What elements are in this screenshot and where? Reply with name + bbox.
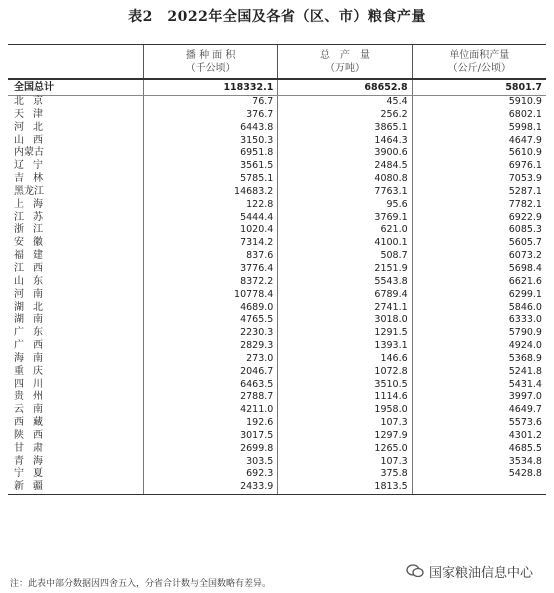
yield-cell: 4649.7	[412, 404, 546, 417]
yield-cell: 6299.1	[412, 289, 546, 302]
total-output: 68652.8	[277, 80, 411, 95]
table-row	[8, 430, 546, 443]
table-row	[8, 314, 546, 327]
area-cell: 4211.0	[143, 404, 277, 417]
province-name: 北京	[14, 96, 52, 107]
yield-cell: 7782.1	[412, 199, 546, 212]
output-cell: 1265.0	[277, 443, 411, 456]
output-cell: 4080.8	[277, 173, 411, 186]
table-title: 表2 2022年全国及各省（区、市）粮食产量	[128, 9, 426, 25]
output-cell: 3900.6	[277, 147, 411, 160]
area-cell: 76.7	[143, 96, 277, 109]
area-cell: 4689.0	[143, 302, 277, 315]
output-cell: 508.7	[277, 250, 411, 263]
output-cell: 1072.8	[277, 366, 411, 379]
table-row	[8, 173, 546, 186]
province-name: 西藏	[14, 417, 52, 429]
province-name: 宁夏	[14, 468, 52, 480]
output-cell: 1813.5	[277, 481, 411, 494]
table-row	[8, 199, 546, 212]
table-row	[8, 340, 546, 353]
output-cell: 621.0	[277, 224, 411, 237]
output-cell: 2741.1	[277, 302, 411, 315]
province-name: 陕西	[14, 429, 52, 441]
table-row	[8, 237, 546, 250]
table-row	[8, 160, 546, 173]
area-cell: 7314.2	[143, 237, 277, 250]
area-cell: 122.8	[143, 199, 277, 212]
province-name: 河南	[14, 288, 52, 300]
area-cell: 2433.9	[143, 481, 277, 494]
province-name: 河北	[14, 121, 52, 133]
bottom-rule	[8, 494, 546, 495]
header-output-name: 总 产 量	[319, 50, 370, 61]
output-cell: 1114.6	[277, 391, 411, 404]
area-cell: 14683.2	[143, 186, 277, 199]
total-label: 全国总计	[14, 82, 54, 93]
area-cell: 6463.5	[143, 379, 277, 392]
area-cell: 273.0	[143, 353, 277, 366]
province-name: 广西	[14, 340, 52, 352]
yield-cell: 6802.1	[412, 109, 546, 122]
output-cell: 7763.1	[277, 186, 411, 199]
yield-cell: 6976.1	[412, 160, 546, 173]
output-cell: 107.3	[277, 417, 411, 430]
table-row	[8, 224, 546, 237]
output-cell: 375.8	[277, 468, 411, 481]
output-cell: 3510.5	[277, 379, 411, 392]
province-name: 浙江	[14, 224, 52, 236]
province-name: 江西	[14, 262, 52, 274]
yield-cell: 3534.8	[412, 456, 546, 469]
yield-cell: 5287.1	[412, 186, 546, 199]
area-cell: 3150.3	[143, 135, 277, 148]
area-cell: 1020.4	[143, 224, 277, 237]
table-row	[8, 147, 546, 160]
province-name: 天津	[14, 108, 52, 120]
table-row	[8, 302, 546, 315]
table-row	[8, 456, 546, 469]
province-name: 海南	[14, 352, 52, 364]
output-cell: 1464.3	[277, 135, 411, 148]
table-row	[8, 122, 546, 135]
province-name: 新疆	[14, 481, 52, 493]
header-output-unit: （万吨）	[324, 63, 365, 74]
table-row	[8, 186, 546, 199]
yield-cell: 5790.9	[412, 327, 546, 340]
yield-cell: 5573.6	[412, 417, 546, 430]
total-row	[8, 80, 546, 96]
area-cell: 5785.1	[143, 173, 277, 186]
province-rows	[8, 96, 546, 494]
output-cell: 256.2	[277, 109, 411, 122]
output-cell: 4100.1	[277, 237, 411, 250]
table-row	[8, 263, 546, 276]
area-cell: 2699.8	[143, 443, 277, 456]
area-cell: 5444.4	[143, 212, 277, 225]
yield-cell: 5610.9	[412, 147, 546, 160]
table-row	[8, 135, 546, 148]
area-cell: 376.7	[143, 109, 277, 122]
yield-cell: 5698.4	[412, 263, 546, 276]
yield-cell: 5241.8	[412, 366, 546, 379]
output-cell: 2484.5	[277, 160, 411, 173]
yield-cell: 7053.9	[412, 173, 546, 186]
output-cell: 3018.0	[277, 314, 411, 327]
watermark-text: 国家粮油信息中心	[429, 565, 534, 581]
output-cell: 3865.1	[277, 122, 411, 135]
yield-cell: 5998.1	[412, 122, 546, 135]
table-row	[8, 109, 546, 122]
output-cell: 45.4	[277, 96, 411, 109]
watermark	[402, 560, 537, 582]
table-row	[8, 212, 546, 225]
area-cell: 692.3	[143, 468, 277, 481]
province-name: 内蒙古	[14, 147, 44, 159]
output-cell: 2151.9	[277, 263, 411, 276]
output-cell: 5543.8	[277, 276, 411, 289]
header-yield-name: 单位面积产量	[449, 50, 510, 61]
yield-cell: 5368.9	[412, 353, 546, 366]
yield-cell	[412, 481, 546, 494]
area-cell: 4765.5	[143, 314, 277, 327]
output-cell: 107.3	[277, 456, 411, 469]
table-row	[8, 96, 546, 109]
yield-cell: 5431.4	[412, 379, 546, 392]
output-cell: 1958.0	[277, 404, 411, 417]
table-row	[8, 327, 546, 340]
yield-cell: 6333.0	[412, 314, 546, 327]
area-cell: 6443.8	[143, 122, 277, 135]
yield-cell: 6621.6	[412, 276, 546, 289]
province-name: 上海	[14, 198, 52, 210]
province-name: 湖南	[14, 314, 52, 326]
table-row	[8, 353, 546, 366]
area-cell: 2788.7	[143, 391, 277, 404]
yield-cell: 5846.0	[412, 302, 546, 315]
area-cell: 837.6	[143, 250, 277, 263]
table-row	[8, 417, 546, 430]
wechat-icon	[406, 564, 424, 578]
yield-cell: 4301.2	[412, 430, 546, 443]
header-output	[277, 45, 411, 78]
table-header	[8, 45, 546, 80]
header-area	[143, 45, 277, 78]
grain-output-table	[8, 44, 546, 495]
area-cell: 2046.7	[143, 366, 277, 379]
table-row	[8, 289, 546, 302]
table-note: 注：此表中部分数据因四舍五入，分省合计数与全国数略有差异。	[10, 579, 272, 589]
table-row	[8, 276, 546, 289]
province-name: 贵州	[14, 391, 52, 403]
area-cell: 3017.5	[143, 430, 277, 443]
province-name: 吉林	[14, 173, 52, 185]
province-name: 山东	[14, 275, 52, 287]
yield-cell: 4685.5	[412, 443, 546, 456]
province-name: 广东	[14, 327, 52, 339]
area-cell: 192.6	[143, 417, 277, 430]
province-name: 重庆	[14, 365, 52, 377]
area-cell: 3776.4	[143, 263, 277, 276]
province-name: 福建	[14, 250, 52, 262]
table-row	[8, 366, 546, 379]
table-row	[8, 391, 546, 404]
province-name: 江苏	[14, 211, 52, 223]
output-cell: 1297.9	[277, 430, 411, 443]
yield-cell: 3997.0	[412, 391, 546, 404]
yield-cell: 4924.0	[412, 340, 546, 353]
province-name: 安徽	[14, 237, 52, 249]
area-cell: 2829.3	[143, 340, 277, 353]
header-yield-unit: （公斤/公顷）	[447, 63, 511, 74]
area-cell: 2230.3	[143, 327, 277, 340]
header-area-name: 播 种 面 积	[185, 50, 236, 61]
table-row	[8, 250, 546, 263]
table-row	[8, 404, 546, 417]
header-area-unit: （千公顷）	[185, 63, 236, 74]
output-cell: 146.6	[277, 353, 411, 366]
yield-cell: 5605.7	[412, 237, 546, 250]
province-name: 青海	[14, 455, 52, 467]
yield-cell: 5910.9	[412, 96, 546, 109]
header-region-cell	[8, 45, 143, 78]
area-cell: 8372.2	[143, 276, 277, 289]
area-cell: 3561.5	[143, 160, 277, 173]
output-cell: 3769.1	[277, 212, 411, 225]
output-cell: 1291.5	[277, 327, 411, 340]
table-row	[8, 379, 546, 392]
province-name: 湖北	[14, 301, 52, 313]
province-name: 四川	[14, 378, 52, 390]
province-name: 黑龙江	[14, 185, 44, 197]
yield-cell: 6073.2	[412, 250, 546, 263]
table-row	[8, 443, 546, 456]
province-name: 甘肃	[14, 442, 52, 454]
province-name: 辽宁	[14, 160, 52, 172]
province-name: 山西	[14, 134, 52, 146]
yield-cell: 4647.9	[412, 135, 546, 148]
total-area: 118332.1	[143, 80, 277, 95]
area-cell: 6951.8	[143, 147, 277, 160]
yield-cell: 6085.3	[412, 224, 546, 237]
output-cell: 6789.4	[277, 289, 411, 302]
province-name: 云南	[14, 404, 52, 416]
area-cell: 303.5	[143, 456, 277, 469]
table-row	[8, 468, 546, 481]
output-cell: 95.6	[277, 199, 411, 212]
yield-cell: 6922.9	[412, 212, 546, 225]
header-yield	[412, 45, 546, 78]
yield-cell: 5428.8	[412, 468, 546, 481]
area-cell: 10778.4	[143, 289, 277, 302]
total-yield: 5801.7	[412, 80, 546, 95]
output-cell: 1393.1	[277, 340, 411, 353]
table-row	[8, 481, 546, 494]
